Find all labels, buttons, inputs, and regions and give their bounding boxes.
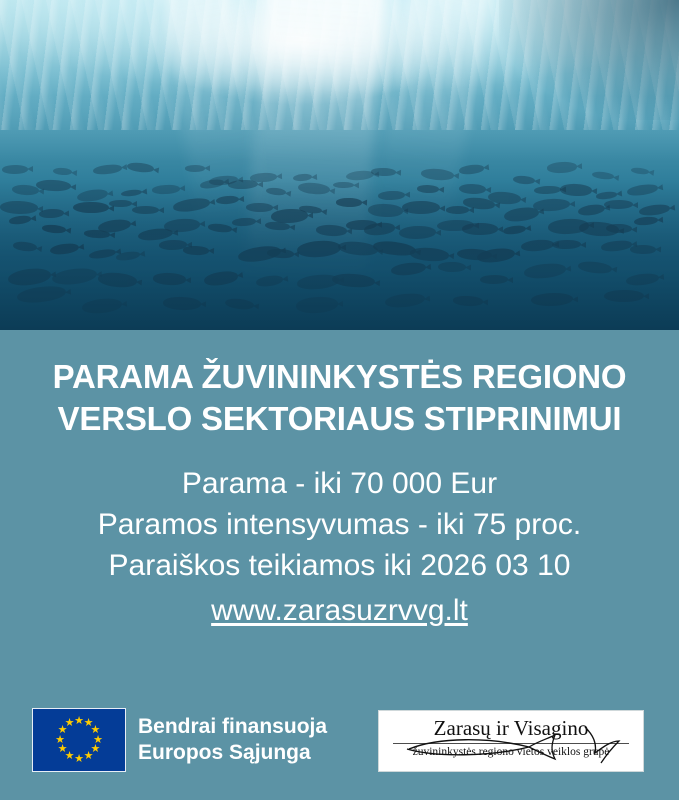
detail-intensity: Paramos intensyvumas - iki 75 proc. xyxy=(97,508,582,542)
vvg-logo xyxy=(378,710,644,772)
eu-star-icon: ★ xyxy=(90,724,101,736)
vvg-logo-subtitle: žuvininkystės regiono vietos veiklos grupė xyxy=(412,746,610,758)
eu-funding-text-line-2: Europos Sąjunga xyxy=(138,741,311,764)
eu-star-icon: ★ xyxy=(57,724,68,736)
eu-star-icon: ★ xyxy=(57,743,68,755)
fish-icon xyxy=(371,167,396,176)
underwater-fish-school-photo xyxy=(0,0,679,330)
fish-icon xyxy=(547,162,577,174)
eu-funding-text-line-1: Bendrai finansuoja xyxy=(138,715,328,739)
eu-star-icon: ★ xyxy=(64,749,75,762)
eu-star-icon: ★ xyxy=(64,717,75,730)
photo-vignette xyxy=(499,0,679,120)
website-link[interactable]: www.zarasuzrvvg.lt xyxy=(211,594,468,628)
eu-star-icon: ★ xyxy=(90,743,101,755)
headline-line-1: PARAMA ŽUVININKYSTĖS REGIONO xyxy=(52,358,627,395)
eu-star-icon: ★ xyxy=(74,714,84,727)
eu-star-icon: ★ xyxy=(83,717,94,730)
detail-amount: Parama - iki 70 000 Eur xyxy=(181,467,498,501)
poster-content xyxy=(0,330,679,800)
fish-icon xyxy=(630,167,649,175)
logo-row xyxy=(0,708,679,780)
headline-line-2: VERSLO SEKTORIAUS STIPRINIMUI xyxy=(57,399,622,437)
fish-outline-icon xyxy=(379,711,643,771)
fish-icon xyxy=(53,167,73,176)
fish-icon xyxy=(126,161,154,174)
deep-water-gradient xyxy=(0,180,679,330)
eu-star-icon: ★ xyxy=(55,733,65,746)
fish-icon xyxy=(185,164,205,171)
fish-icon xyxy=(92,164,121,175)
page-title xyxy=(18,356,661,439)
eu-star-icon: ★ xyxy=(93,733,103,746)
detail-deadline: Paraiškos teikiamos iki 2026 03 10 xyxy=(108,549,571,583)
eu-star-icon: ★ xyxy=(74,752,84,765)
eu-funding-text xyxy=(138,714,327,765)
fish-icon xyxy=(458,164,484,175)
eu-flag-icon xyxy=(32,708,126,772)
details-list xyxy=(18,463,661,631)
eu-funding-logo xyxy=(32,708,327,772)
fish-icon xyxy=(1,165,27,174)
eu-star-icon: ★ xyxy=(83,749,94,762)
vvg-logo-title: Zarasų ir Visagino xyxy=(433,716,589,740)
